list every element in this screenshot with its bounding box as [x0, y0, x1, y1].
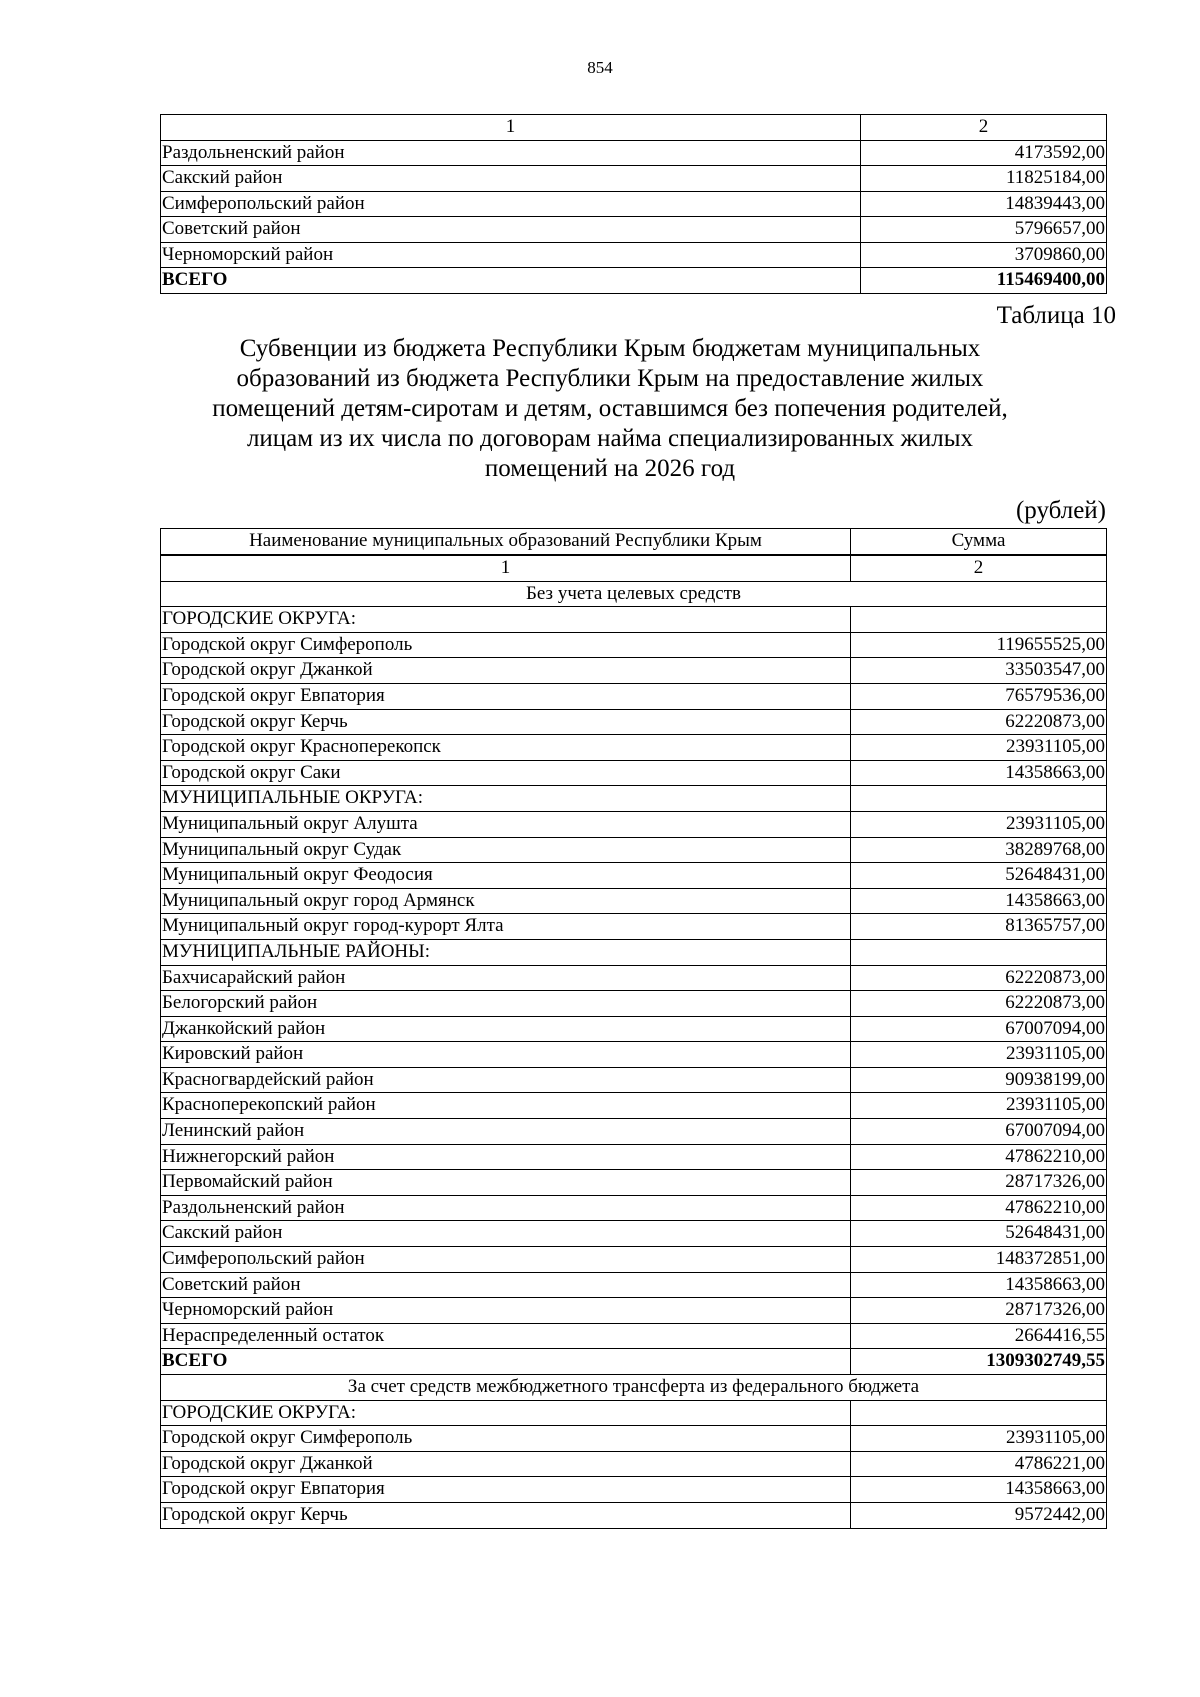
amount-cell: 62220873,00	[851, 709, 1107, 735]
column-number-cell: 1	[161, 556, 851, 582]
amount-cell: 4173592,00	[861, 140, 1107, 166]
name-cell: Городской округ Джанкой	[161, 658, 851, 684]
group-heading-cell: ГОРОДСКИЕ ОКРУГА:	[161, 1400, 851, 1426]
table-row	[161, 760, 1107, 786]
table-row	[161, 1067, 1107, 1093]
section-title-cell: За счет средств межбюджетного трансферта из федерального бюджета	[161, 1375, 1107, 1401]
amount-cell: 90938199,00	[851, 1067, 1107, 1093]
group-heading-row	[161, 786, 1107, 812]
name-cell: Городской округ Симферополь	[161, 632, 851, 658]
table-row	[161, 709, 1107, 735]
amount-cell: 119655525,00	[851, 632, 1107, 658]
name-cell: Городской округ Евпатория	[161, 1477, 851, 1503]
column-number-cell: 2	[861, 115, 1107, 141]
table-row	[161, 914, 1107, 940]
table-row	[161, 191, 1107, 217]
table-row	[161, 166, 1107, 192]
table-row	[161, 1042, 1107, 1068]
table-row	[161, 1093, 1107, 1119]
amount-cell: 38289768,00	[851, 837, 1107, 863]
table-row	[161, 888, 1107, 914]
section-title-row	[161, 1375, 1107, 1401]
table-row	[161, 217, 1107, 243]
name-cell: Советский район	[161, 217, 861, 243]
amount-cell: 23931105,00	[851, 735, 1107, 761]
name-cell: Красноперекопский район	[161, 1093, 851, 1119]
amount-cell: 33503547,00	[851, 658, 1107, 684]
group-heading-row	[161, 1400, 1107, 1426]
name-cell: Муниципальный округ Алушта	[161, 811, 851, 837]
table-row	[161, 1477, 1107, 1503]
group-heading-row	[161, 607, 1107, 633]
total-amount-cell: 115469400,00	[861, 268, 1107, 294]
total-name-cell: ВСЕГО	[161, 1349, 851, 1375]
amount-cell: 23931105,00	[851, 1042, 1107, 1068]
total-row	[161, 268, 1107, 294]
amount-cell: 62220873,00	[851, 991, 1107, 1017]
amount-cell: 47862210,00	[851, 1144, 1107, 1170]
table-row	[161, 1502, 1107, 1528]
table-row	[161, 1170, 1107, 1196]
table-row	[161, 658, 1107, 684]
amount-cell: 9572442,00	[851, 1502, 1107, 1528]
group-heading-row	[161, 939, 1107, 965]
amount-cell: 28717326,00	[851, 1170, 1107, 1196]
column-number-cell: 2	[851, 556, 1107, 582]
name-cell: Первомайский район	[161, 1170, 851, 1196]
table-row	[161, 683, 1107, 709]
name-cell: Советский район	[161, 1272, 851, 1298]
table-row	[161, 242, 1107, 268]
main-table-header	[160, 528, 1107, 555]
section-title-row	[161, 581, 1107, 607]
amount-cell: 62220873,00	[851, 965, 1107, 991]
table-row	[161, 837, 1107, 863]
name-cell: Городской округ Евпатория	[161, 683, 851, 709]
name-cell: Городской округ Керчь	[161, 1502, 851, 1528]
table-row	[161, 1016, 1107, 1042]
empty-amount-cell	[851, 939, 1107, 965]
name-cell: Городской округ Саки	[161, 760, 851, 786]
amount-cell: 5796657,00	[861, 217, 1107, 243]
table-row	[161, 991, 1107, 1017]
amount-cell: 3709860,00	[861, 242, 1107, 268]
name-cell: Белогорский район	[161, 991, 851, 1017]
empty-amount-cell	[851, 786, 1107, 812]
name-cell: Сакский район	[161, 1221, 851, 1247]
name-cell: Городской округ Керчь	[161, 709, 851, 735]
table-row	[161, 1221, 1107, 1247]
name-cell: Муниципальный округ Судак	[161, 837, 851, 863]
name-cell: Бахчисарайский район	[161, 965, 851, 991]
name-cell: Ленинский район	[161, 1119, 851, 1145]
title-line: лицам из их числа по договорам найма специализированных жилых	[246, 425, 974, 452]
name-cell: Муниципальный округ город-курорт Ялта	[161, 914, 851, 940]
name-cell: Раздольненский район	[161, 140, 861, 166]
table-label: Таблица 10	[996, 302, 1116, 329]
name-cell: Красногвардейский район	[161, 1067, 851, 1093]
units-label: (рублей)	[1015, 497, 1106, 524]
amount-cell: 14358663,00	[851, 1477, 1107, 1503]
title-line: помещений детям-сиротам и детям, оставшимся без попечения родителей,	[212, 395, 1008, 422]
total-name-cell: ВСЕГО	[161, 268, 861, 294]
amount-cell: 11825184,00	[861, 166, 1107, 192]
amount-cell: 148372851,00	[851, 1247, 1107, 1273]
table-row	[161, 863, 1107, 889]
name-cell: Сакский район	[161, 166, 861, 192]
group-heading-cell: ГОРОДСКИЕ ОКРУГА:	[161, 607, 851, 633]
amount-cell: 47862210,00	[851, 1195, 1107, 1221]
table-row	[161, 1272, 1107, 1298]
name-cell: Черноморский район	[161, 1298, 851, 1324]
table-row	[161, 735, 1107, 761]
total-amount-cell: 1309302749,55	[851, 1349, 1107, 1375]
table-row	[161, 1426, 1107, 1452]
amount-cell: 2664416,55	[851, 1323, 1107, 1349]
name-cell: Раздольненский район	[161, 1195, 851, 1221]
table-row	[161, 1247, 1107, 1273]
header-row	[161, 529, 1107, 555]
amount-cell: 67007094,00	[851, 1119, 1107, 1145]
name-cell: Кировский район	[161, 1042, 851, 1068]
amount-cell: 14839443,00	[861, 191, 1107, 217]
amount-cell: 76579536,00	[851, 683, 1107, 709]
group-heading-cell: МУНИЦИПАЛЬНЫЕ ОКРУГА:	[161, 786, 851, 812]
section-title-cell: Без учета целевых средств	[161, 581, 1107, 607]
table-row	[161, 1323, 1107, 1349]
table-row	[161, 965, 1107, 991]
amount-cell: 23931105,00	[851, 811, 1107, 837]
title-line: образований из бюджета Республики Крым на предоставление жилых	[236, 365, 984, 392]
amount-cell: 23931105,00	[851, 1093, 1107, 1119]
amount-cell: 28717326,00	[851, 1298, 1107, 1324]
amount-cell: 81365757,00	[851, 914, 1107, 940]
name-cell: Городской округ Джанкой	[161, 1451, 851, 1477]
name-cell: Муниципальный округ город Армянск	[161, 888, 851, 914]
title-line: Субвенции из бюджета Республики Крым бюджетам муниципальных	[239, 335, 981, 362]
main-table	[160, 555, 1107, 1529]
header-amount-cell: Сумма	[851, 529, 1107, 555]
table-row	[161, 1144, 1107, 1170]
header-name-cell: Наименование муниципальных образований Республики Крым	[161, 529, 851, 555]
name-cell: Нижнегорский район	[161, 1144, 851, 1170]
name-cell: Симферопольский район	[161, 1247, 851, 1273]
name-cell: Джанкойский район	[161, 1016, 851, 1042]
amount-cell: 14358663,00	[851, 760, 1107, 786]
column-number-row	[161, 556, 1107, 582]
column-number-cell: 1	[161, 115, 861, 141]
name-cell: Муниципальный округ Феодосия	[161, 863, 851, 889]
amount-cell: 52648431,00	[851, 1221, 1107, 1247]
amount-cell: 4786221,00	[851, 1451, 1107, 1477]
name-cell: Нераспределенный остаток	[161, 1323, 851, 1349]
table-row	[161, 1298, 1107, 1324]
empty-amount-cell	[851, 607, 1107, 633]
amount-cell: 23931105,00	[851, 1426, 1107, 1452]
table-row	[161, 140, 1107, 166]
name-cell: Городской округ Красноперекопск	[161, 735, 851, 761]
table-row	[161, 1451, 1107, 1477]
table-row	[161, 1195, 1107, 1221]
table-row	[161, 811, 1107, 837]
amount-cell: 67007094,00	[851, 1016, 1107, 1042]
table-title	[140, 334, 1080, 484]
group-heading-cell: МУНИЦИПАЛЬНЫЕ РАЙОНЫ:	[161, 939, 851, 965]
table-row	[161, 1119, 1107, 1145]
amount-cell: 14358663,00	[851, 1272, 1107, 1298]
page-number: 854	[587, 58, 613, 77]
name-cell: Симферопольский район	[161, 191, 861, 217]
name-cell: Городской округ Симферополь	[161, 1426, 851, 1452]
empty-amount-cell	[851, 1400, 1107, 1426]
amount-cell: 52648431,00	[851, 863, 1107, 889]
total-row	[161, 1349, 1107, 1375]
previous-table-continuation	[160, 114, 1107, 294]
amount-cell: 14358663,00	[851, 888, 1107, 914]
table-row	[161, 632, 1107, 658]
title-line: помещений на 2026 год	[484, 455, 736, 482]
column-number-row	[161, 115, 1107, 141]
name-cell: Черноморский район	[161, 242, 861, 268]
